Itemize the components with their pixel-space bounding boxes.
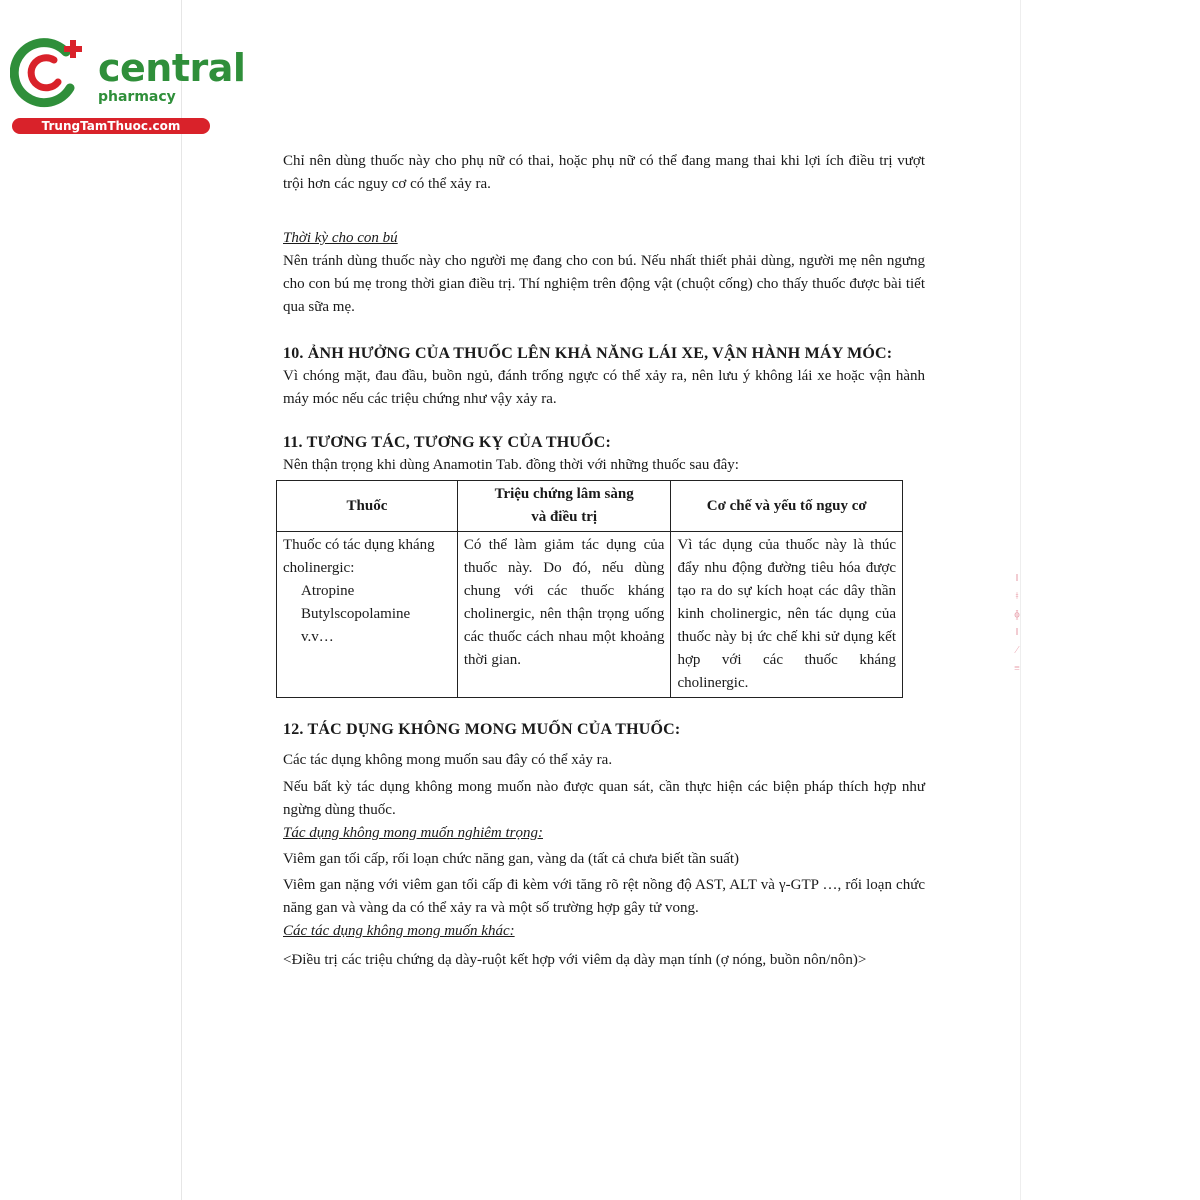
table-row <box>277 532 903 698</box>
drug-butylscopolamine: Butylscopolamine <box>301 606 411 622</box>
logo-brand: central <box>98 46 246 90</box>
page-left-edge <box>181 0 182 1200</box>
pregnancy-text: Chỉ nên dùng thuốc này cho phụ nữ có thai, hoặc phụ nữ có thể đang mang thai khi lợi ích điều trị vượt trội hơn các nguy cơ có thể xảy ra. <box>283 153 925 192</box>
drug-class: Thuốc có tác dụng kháng cholinergic: <box>283 537 435 576</box>
section-11-text: Nên thận trọng khi dùng Anamotin Tab. đồng thời với những thuốc sau đây: <box>283 457 739 473</box>
cell-symptoms: Có thể làm giảm tác dụng của thuốc này. Do đó, nếu dùng chung với các thuốc kháng cholinergic, nên thận trọng uống các thuốc cách nhau một khoảng thời gian. <box>457 532 671 698</box>
header-symptoms <box>457 481 671 532</box>
lactation-subheading: Thời kỳ cho con bú <box>283 230 398 246</box>
serious-text-1: Viêm gan tối cấp, rối loạn chức năng gan, vàng da (tất cả chưa biết tần suất) <box>283 851 740 867</box>
lactation-text: Nên tránh dùng thuốc này cho người mẹ đang cho con bú. Nếu nhất thiết phải dùng, người mẹ nên ngưng cho con bú mẹ trong thời gian điều trị. Thí nghiệm trên động vật (chuột cống) cho thấy thuốc được bài tiết qua sữa mẹ. <box>283 253 925 315</box>
section-12-heading: 12. TÁC DỤNG KHÔNG MONG MUỐN CỦA THUỐC: <box>283 721 681 738</box>
section-10-heading: 10. ẢNH HƯỞNG CỦA THUỐC LÊN KHẢ NĂNG LÁI XE, VẬN HÀNH MÁY MÓC: <box>283 345 893 362</box>
header-symptoms-line1: Triệu chứng lâm sàng <box>494 486 634 502</box>
drug-atropine: Atropine <box>301 583 355 599</box>
serious-text-2: Viêm gan nặng với viêm gan tối cấp đi kèm với tăng rõ rệt nồng độ AST, ALT và γ-GTP …, rối loạn chức năng gan và vàng da có thể xảy ra và một số trường hợp gây tử vong. <box>283 877 925 916</box>
header-symptoms-line2: và điều trị <box>531 509 598 525</box>
margin-stamp-marks: ‖ ǂ ɸ ǁ ⁄ ≡ <box>1014 573 1020 674</box>
section-10-text: Vì chóng mặt, đau đầu, buồn ngủ, đánh trống ngực có thể xảy ra, nên lưu ý không lái xe hoặc vận hành máy móc nếu các triệu chứng như vậy xảy ra. <box>283 368 925 407</box>
other-subheading: Các tác dụng không mong muốn khác: <box>283 923 515 939</box>
other-text-1: <Điều trị các triệu chứng dạ dày-ruột kết hợp với viêm dạ dày mạn tính (ợ nóng, buồn nôn/nôn)> <box>283 952 867 968</box>
logo-sub: pharmacy <box>98 89 176 105</box>
cell-drug <box>277 532 458 698</box>
pharmacy-c-plus-icon <box>10 38 92 108</box>
section-12-p2: Nếu bất kỳ tác dụng không mong muốn nào được quan sát, cần thực hiện các biện pháp thích hợp như ngừng dùng thuốc. <box>283 779 925 818</box>
serious-subheading: Tác dụng không mong muốn nghiêm trọng: <box>283 825 543 841</box>
central-pharmacy-logo <box>10 38 246 138</box>
drug-etc: v.v… <box>301 629 334 645</box>
interaction-table <box>276 480 903 698</box>
section-12-p1: Các tác dụng không mong muốn sau đây có thể xảy ra. <box>283 752 613 768</box>
document-body <box>283 150 925 972</box>
section-11-heading: 11. TƯƠNG TÁC, TƯƠNG KỴ CỦA THUỐC: <box>283 434 612 451</box>
cell-mechanism: Vì tác dụng của thuốc này là thúc đẩy nhu động đường tiêu hóa được tạo ra do sự kích hoạt các dây thần kinh cholinergic, nên tác dụng của thuốc này bị ức chế khi sử dụng kết hợp với các thuốc kháng cholinergic. <box>671 532 903 698</box>
logo-site: TrungTamThuoc.com <box>12 118 210 134</box>
header-mechanism: Cơ chế và yếu tố nguy cơ <box>671 481 903 532</box>
header-drug: Thuốc <box>277 481 458 532</box>
table-header-row <box>277 481 903 532</box>
